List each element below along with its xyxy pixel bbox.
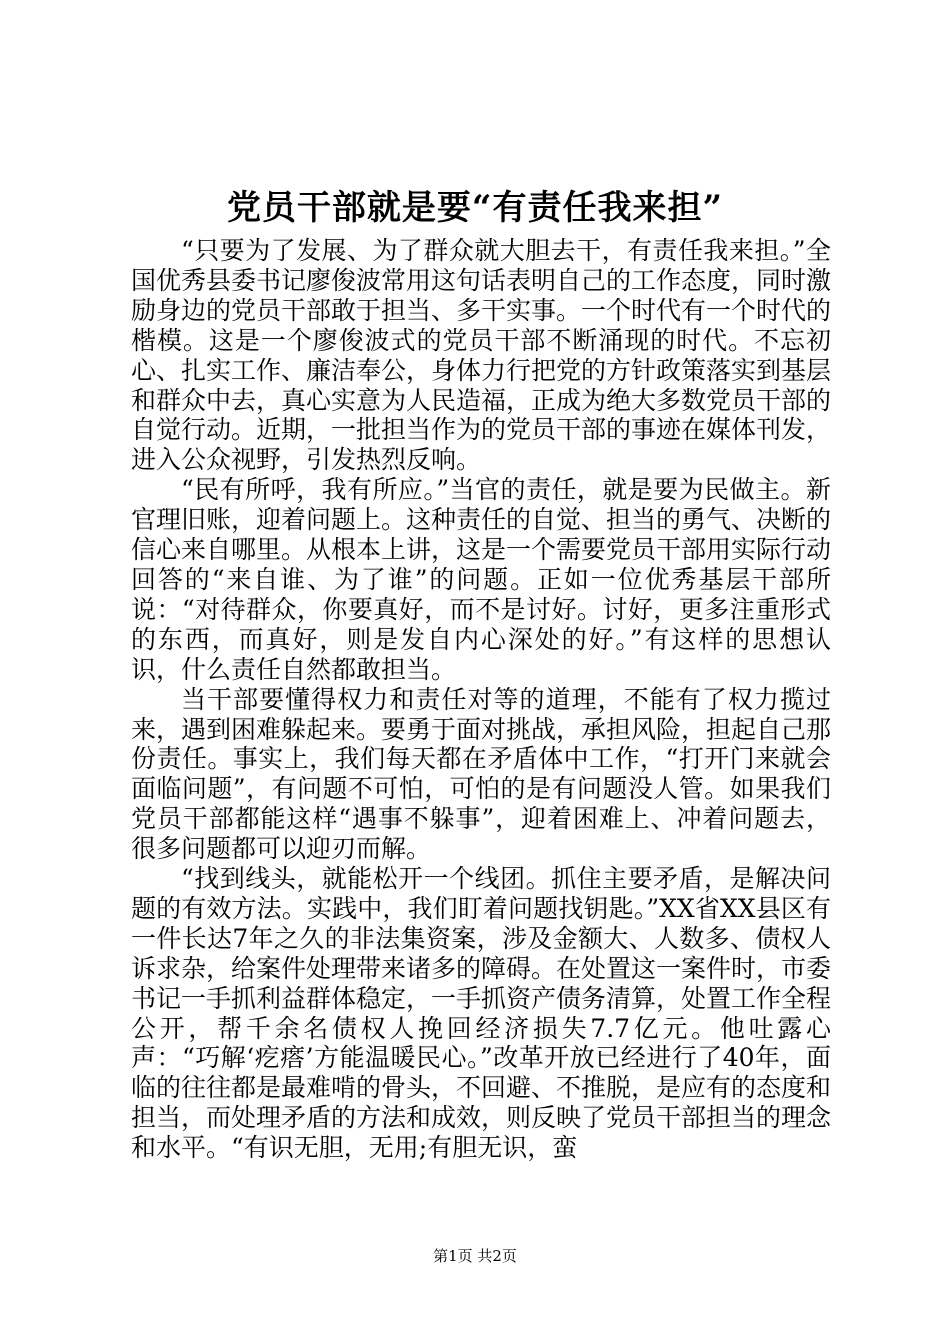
page-number: 第1页 共2页 [433, 1247, 517, 1265]
paragraph-1: “只要为了发展、为了群众就大胆去干，有责任我来担。”全国优秀县委书记廖俊波常用这句话表明自己的工作态度，同时激励身边的党员干部敢于担当、多干实事。一个时代有一个时代的楷模。这是一个廖俊波式的党员干部不断涌现的时代。不忘初心、扎实工作、廉洁奉公，身体力行把党的方针政策落实到基层和群众中去，真心实意为人民造福，正成为绝大多数党员干部的自觉行动。近期，一批担当作为的党员干部的事迹在媒体刊发，进入公众视野，引发热烈反响。 [131, 236, 832, 475]
paragraph-4: “找到线头，就能松开一个线团。抓住主要矛盾，是解决问题的有效方法。实践中，我们盯着问题找钥匙。”XX省XX县区有一件长达7年之久的非法集资案，涉及金额大、人数多、债权人诉求杂，给案件处理带来诸多的障碍。在处置这一案件时，市委书记一手抓利益群体稳定，一手抓资产债务清算，处置工作全程公开，帮千余名债权人挽回经济损失7.7亿元。他吐露心声：“巧解‘疙瘩’方能温暖民心。”改革开放已经进行了40年，面临的往往都是最难啃的骨头，不回避、不推脱，是应有的态度和担当，而处理矛盾的方法和成效，则反映了党员干部担当的理念和水平。“有识无胆，无用;有胆无识，蛮 [131, 864, 832, 1163]
paragraph-3: 当干部要懂得权力和责任对等的道理，不能有了权力揽过来，遇到困难躲起来。要勇于面对挑战，承担风险，担起自己那份责任。事实上，我们每天都在矛盾体中工作，“打开门来就会面临问题”，有问题不可怕，可怕的是有问题没人管。如果我们党员干部都能这样“遇事不躲事”，迎着困难上、冲着问题去，很多问题都可以迎刃而解。 [131, 684, 832, 864]
document-body [131, 236, 831, 1163]
document-title: 党员干部就是要“有责任我来担” [226, 188, 724, 228]
paragraph-2: “民有所呼，我有所应。”当官的责任，就是要为民做主。新官理旧账，迎着问题上。这种责任的自觉、担当的勇气、决断的信心来自哪里。从根本上讲，这是一个需要党员干部用实际行动回答的“来自谁、为了谁”的问题。正如一位优秀基层干部所说：“对待群众，你要真好，而不是讨好。讨好，更多注重形式的东西，而真好，则是发自内心深处的好。”有这样的思想认识，什么责任自然都敢担当。 [131, 475, 832, 684]
